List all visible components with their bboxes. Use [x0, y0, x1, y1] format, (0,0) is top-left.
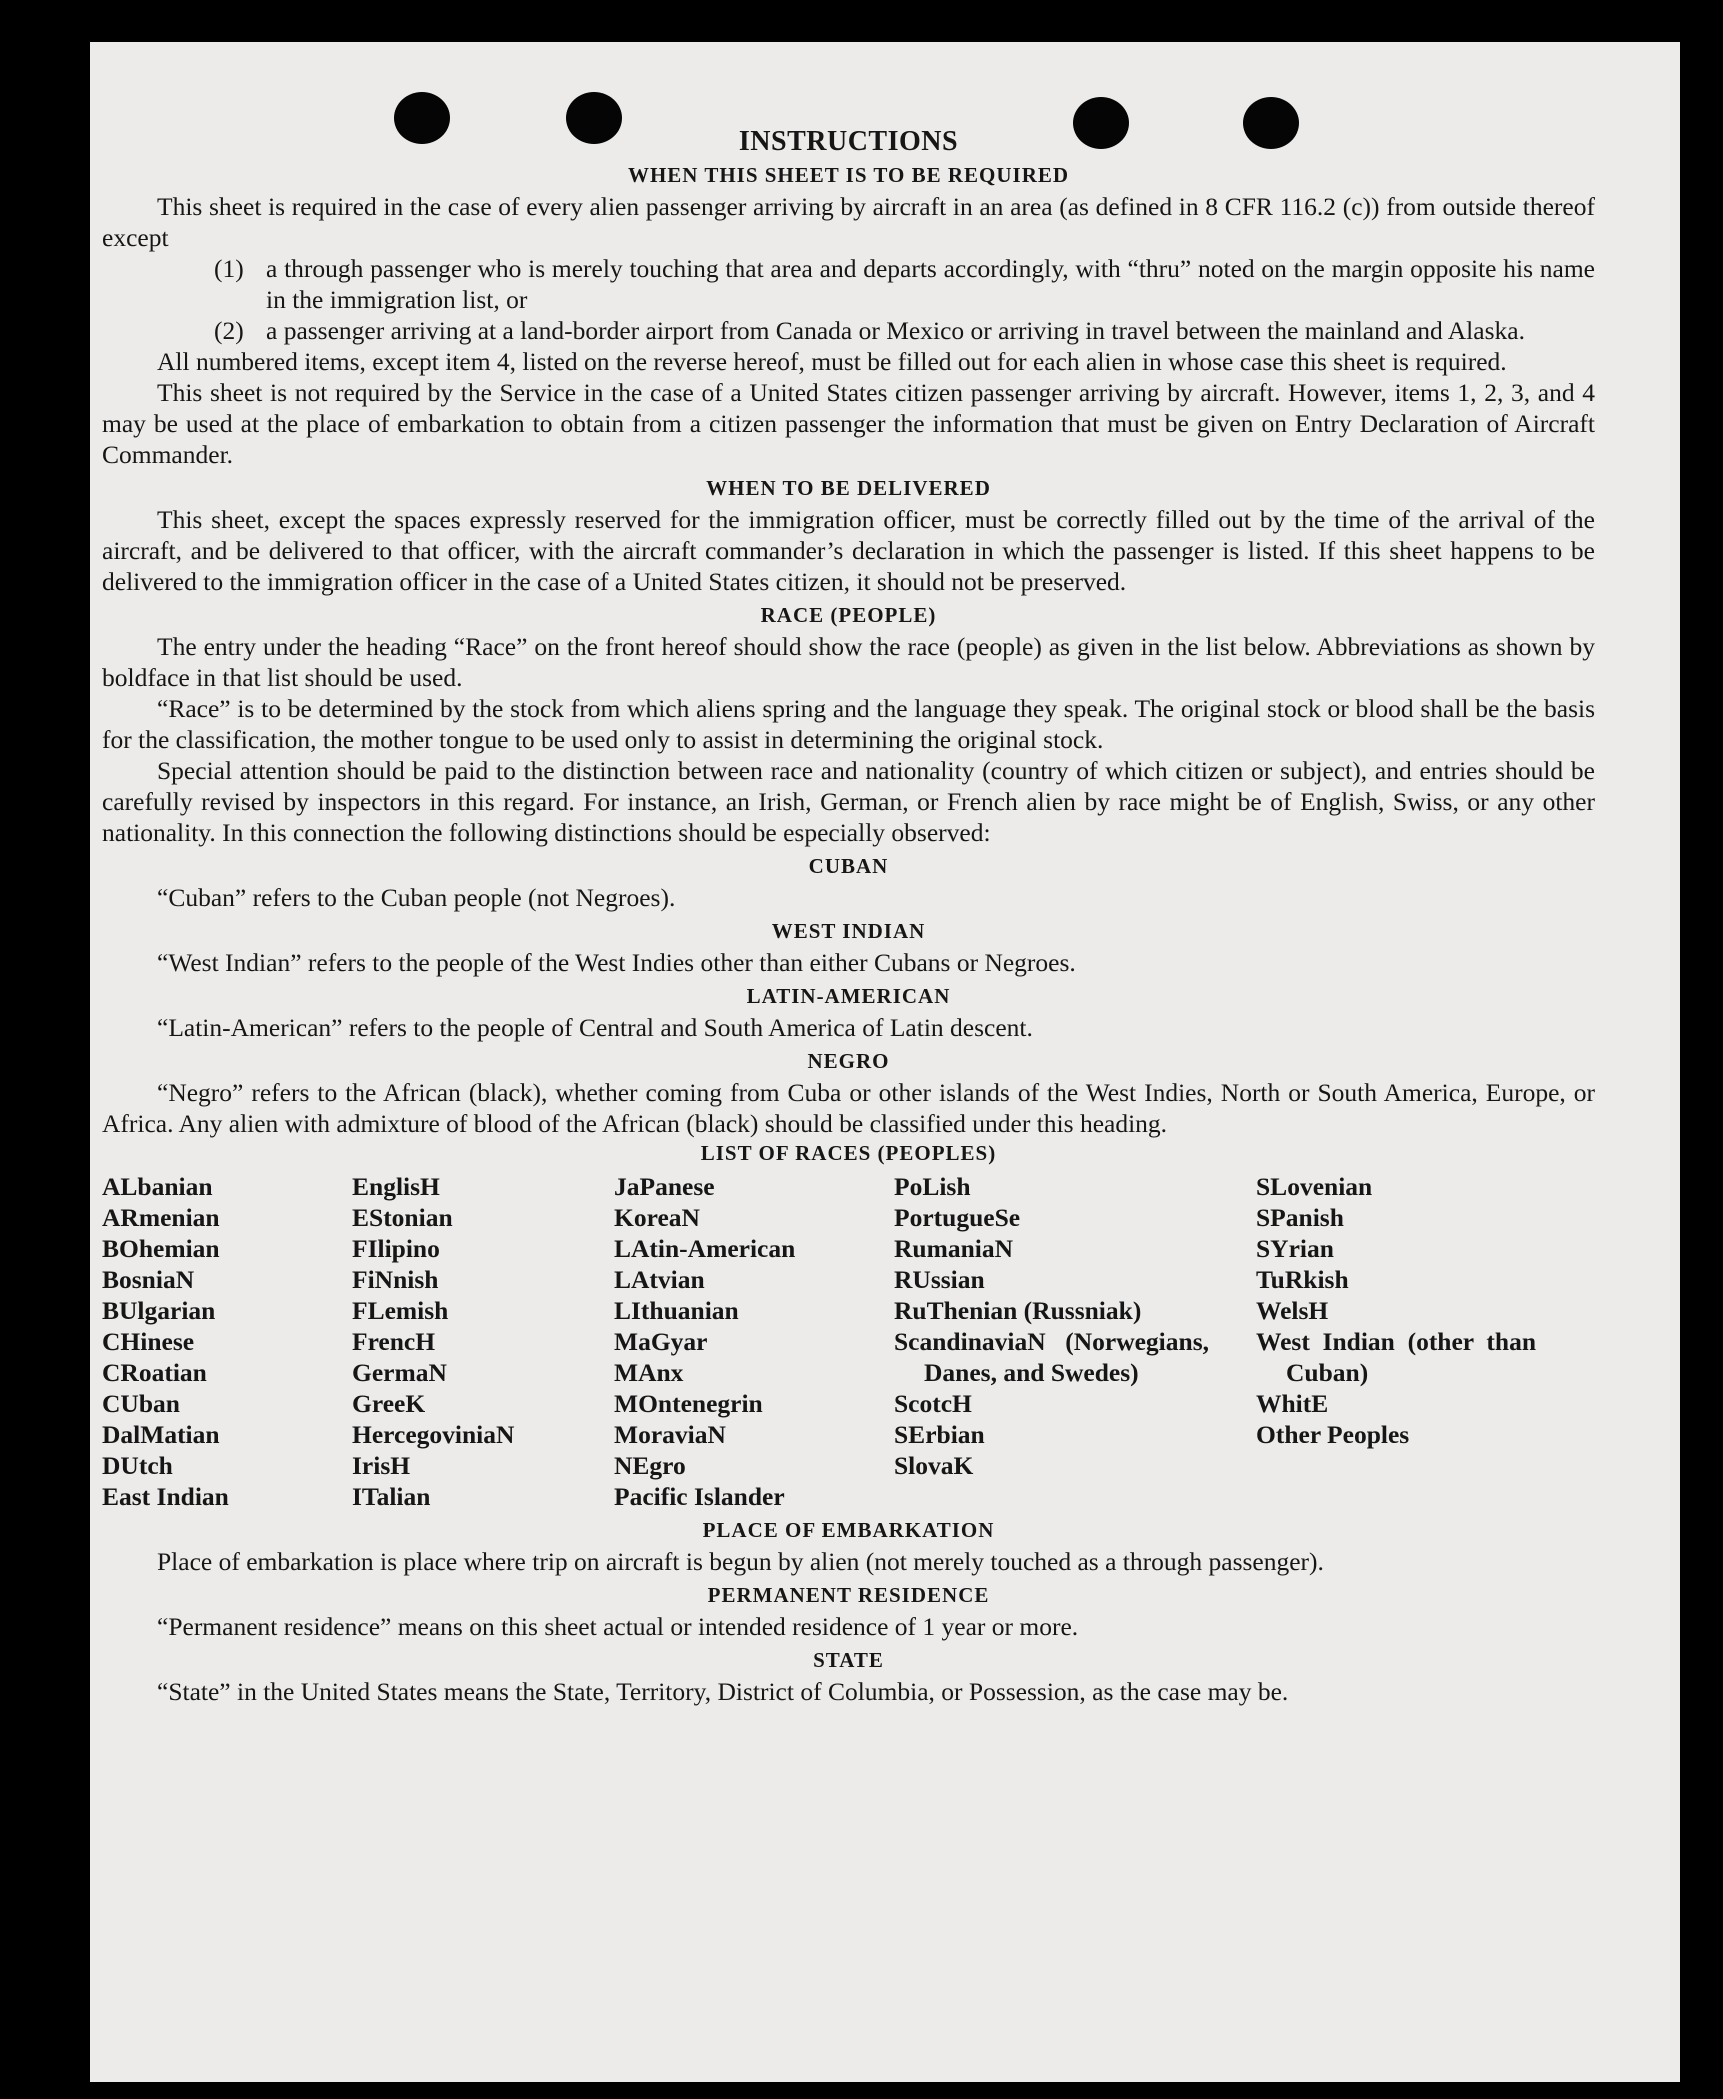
instructions-body — [102, 126, 1595, 1707]
race-entry: East Indian — [102, 1482, 229, 1511]
race-entry: WhitE — [1256, 1389, 1329, 1418]
race-entry: SlovaK — [894, 1451, 974, 1480]
race-entry: RUssian — [894, 1265, 985, 1294]
section-heading-latin-american: LATIN-AMERICAN — [746, 984, 951, 1008]
list-item — [214, 253, 1595, 315]
race-entry: FiNnish — [352, 1265, 439, 1294]
race-entry: IrisH — [352, 1451, 411, 1480]
race-entry: LIthuanian — [614, 1296, 739, 1325]
list-item-text: a passenger arriving at a land-border airport from Canada or Mexico or arriving in travel between the mainland and Alaska. — [266, 316, 1525, 345]
section-heading-race: RACE (PEOPLE) — [760, 603, 937, 627]
race-entry: ITalian — [352, 1482, 431, 1511]
section-heading-residence: PERMANENT RESIDENCE — [707, 1583, 990, 1607]
race-entry: LAtin-American — [614, 1234, 796, 1263]
race-entry: EStonian — [352, 1203, 453, 1232]
race-entry: KoreaN — [614, 1203, 700, 1232]
race-entry: FrencH — [352, 1327, 436, 1356]
race-entry: WelsH — [1256, 1296, 1329, 1325]
races-column — [102, 1171, 352, 1512]
race-entry: SYrian — [1256, 1234, 1334, 1263]
race-entry: GermaN — [352, 1358, 447, 1387]
race-entry: MAnx — [614, 1358, 684, 1387]
paragraph: This sheet, except the spaces expressly reserved for the immigration officer, must be correctly filled out by the time of the arrival of the aircraft, and be delivered to that officer, with the aircraft commander’s declaration in which the passenger is listed. If this sheet happens to be delivered to the immigration officer in the case of a United States citizen, it should not be preserved. — [102, 505, 1595, 596]
race-entry: ARmenian — [102, 1203, 220, 1232]
paragraph: “Negro” refers to the African (black), whether coming from Cuba or other islands of the West Indies, North or South America, Europe, or Africa. Any alien with admixture of blood of the African (black) should be classified under this heading. — [102, 1078, 1595, 1138]
race-entry: GreeK — [352, 1389, 426, 1418]
paragraph: “Latin-American” refers to the people of Central and South America of Latin descent. — [157, 1013, 1033, 1042]
paragraph: All numbered items, except item 4, listed on the reverse hereof, must be filled out for each alien in whose case this sheet is required. — [157, 347, 1507, 376]
section-heading-list-of-races: LIST OF RACES (PEOPLES) — [700, 1141, 997, 1165]
race-entry: MoraviaN — [614, 1420, 726, 1449]
races-column — [1256, 1171, 1536, 1512]
paragraph: This sheet is required in the case of every alien passenger arriving by aircraft in an area (as defined in 8 CFR 116.2 (c)) from outside thereof except — [102, 192, 1595, 252]
race-entry: JaPanese — [614, 1172, 715, 1201]
race-entry: PoLish — [894, 1172, 971, 1201]
race-entry: EnglisH — [352, 1172, 440, 1201]
section-heading-embarkation: PLACE OF EMBARKATION — [702, 1518, 995, 1542]
race-entry: ScandinaviaN (Norwegians, Danes, and Swedes) — [894, 1327, 1209, 1387]
race-entry: DUtch — [102, 1451, 173, 1480]
race-entry: CUban — [102, 1389, 180, 1418]
race-entry: RuThenian (Russniak) — [894, 1296, 1142, 1325]
race-entry: SLovenian — [1256, 1172, 1373, 1201]
race-entry: Other Peoples — [1256, 1420, 1410, 1449]
section-heading-cuban: CUBAN — [808, 854, 889, 878]
section-heading-negro: NEGRO — [807, 1049, 890, 1073]
paragraph: “Permanent residence” means on this sheet actual or intended residence of 1 year or more. — [157, 1612, 1079, 1641]
race-entry: FIlipino — [352, 1234, 440, 1263]
race-entry: ScotcH — [894, 1389, 972, 1418]
paragraph: Special attention should be paid to the distinction between race and nationality (country of which citizen or subject), and entries should be carefully revised by inspectors in this regard. For instance, an Irish, German, or French alien by race might be of English, Swiss, or any other nationality. In this connection the following distinctions should be especially observed: — [102, 756, 1595, 847]
race-entry: SErbian — [894, 1420, 985, 1449]
race-entry: ALbanian — [102, 1172, 213, 1201]
paragraph: “Cuban” refers to the Cuban people (not Negroes). — [157, 883, 676, 912]
race-entry: LAtvian — [614, 1265, 705, 1294]
paragraph: “West Indian” refers to the people of the West Indies other than either Cubans or Negroes. — [157, 948, 1076, 977]
list-item — [214, 315, 1595, 346]
race-entry: NEgro — [614, 1451, 686, 1480]
page-title: INSTRUCTIONS — [738, 126, 959, 157]
race-entry: CHinese — [102, 1327, 195, 1356]
race-entry: BUlgarian — [102, 1296, 216, 1325]
race-entry: BosniaN — [102, 1265, 195, 1294]
section-heading-when-delivered: WHEN TO BE DELIVERED — [706, 476, 991, 500]
race-entry: SPanish — [1256, 1203, 1344, 1232]
race-entry: HercegoviniaN — [352, 1420, 515, 1449]
list-item-number: (1) — [214, 254, 244, 283]
race-entry: FLemish — [352, 1296, 449, 1325]
list-item-number: (2) — [214, 316, 244, 345]
race-entry: BOhemian — [102, 1234, 220, 1263]
race-entry: RumaniaN — [894, 1234, 1014, 1263]
races-column — [614, 1171, 894, 1512]
paragraph: “State” in the United States means the State, Territory, District of Columbia, or Possession, as the case may be. — [157, 1677, 1289, 1706]
races-column — [352, 1171, 614, 1512]
race-entry: CRoatian — [102, 1358, 207, 1387]
list-item-text: a through passenger who is merely touching that area and departs accordingly, with “thru” noted on the margin opposite his name in the immigration list, or — [266, 254, 1595, 314]
paragraph: Place of embarkation is place where trip on aircraft is begun by alien (not merely touched as a through passenger). — [157, 1547, 1324, 1576]
race-entry: MaGyar — [614, 1327, 708, 1356]
race-entry: Pacific Islander — [614, 1482, 785, 1511]
section-heading-state: STATE — [813, 1648, 884, 1672]
races-table — [102, 1171, 1595, 1512]
race-entry: MOntenegrin — [614, 1389, 763, 1418]
section-heading-west-indian: WEST INDIAN — [771, 919, 926, 943]
race-entry: DalMatian — [102, 1420, 220, 1449]
section-heading-when-required: WHEN THIS SHEET IS TO BE REQUIRED — [627, 163, 1070, 187]
race-entry: TuRkish — [1256, 1265, 1349, 1294]
paragraph: The entry under the heading “Race” on the front hereof should show the race (people) as given in the list below. Abbreviations as shown by boldface in that list should be used. — [102, 632, 1595, 692]
race-entry: PortugueSe — [894, 1203, 1021, 1232]
paragraph: “Race” is to be determined by the stock from which aliens spring and the language they speak. The original stock or blood shall be the basis for the classification, the mother tongue to be used only to assist in determining the original stock. — [102, 694, 1595, 754]
paragraph: This sheet is not required by the Service in the case of a United States citizen passenger arriving by aircraft. However, items 1, 2, 3, and 4 may be used at the place of embarkation to obtain from a citizen passenger the information that must be given on Entry Declaration of Aircraft Commander. — [102, 378, 1595, 469]
race-entry: West Indian (other than Cuban) — [1256, 1327, 1536, 1387]
races-column — [894, 1171, 1256, 1512]
